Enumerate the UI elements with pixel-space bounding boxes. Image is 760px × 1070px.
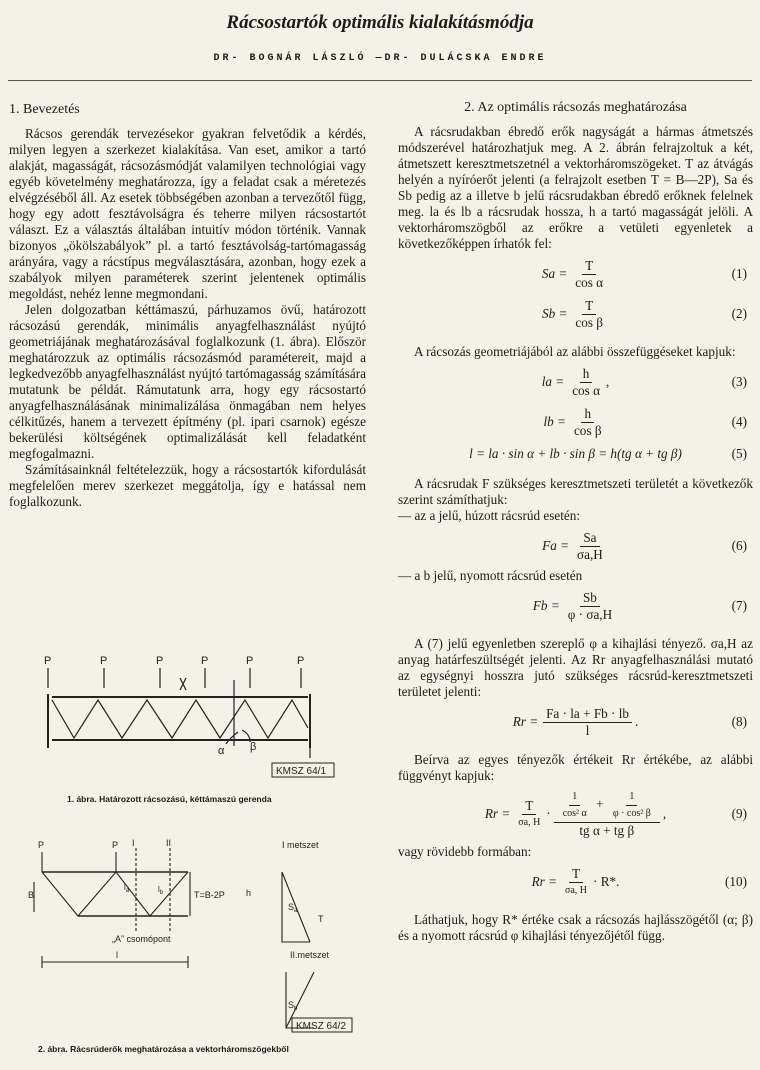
fig2-l-label: l (116, 950, 118, 960)
equation-2: Sb = $\frac{T}{\text{cos β}}$ (2) (542, 297, 747, 330)
right-paragraph-2: A rácsozás geometriájából az alábbi összefüggéseket kapjuk: (414, 344, 736, 359)
fig2-sa-label: S (288, 902, 295, 912)
right-paragraph-5: Beírva az egyes tényezők értékeit Rr értékébe, az alábbi függvényt kapjuk: (398, 752, 753, 783)
equation-9: Rr = $\frac{T}{\sigma a, H}$ · $\frac{1}{\text{cos² α}}$ + $\frac{1}{\text{φ · cos² β}}$ tg α + tg β , (9) (484, 791, 747, 838)
equation-10: Rr = $\frac{T}{\sigma a, H}$ · R*. (10) (531, 865, 747, 896)
right-column (398, 100, 753, 944)
figure-1-stamp: KMSZ 64/1 (276, 766, 327, 777)
intro-paragraph-3: Számításainknál feltételezzük, hogy a rácsostartók kifordulását megfelelően merev szerkezet meggátolja, így e hatással nem foglalkozunk. (9, 462, 366, 509)
equation-4: lb = $\frac{h}{\text{cos β}}$ (4) (543, 405, 747, 438)
figure-1-caption: 1. ábra. Határozott rácsozású, kéttámaszú gerenda (67, 794, 272, 804)
right-paragraph-4: A (7) jelű egyenletben szereplő φ a kihajlási tényező. σa,H az anyag határfeszültségét jelenti. Az Rr anyagfelhasználási mutató az egységnyi hosszra jutó szükséges rácsrúd-keresztmetszeti területet jelenti: (398, 636, 753, 699)
fig2-sa-sub: a (294, 908, 298, 914)
section-1-heading: 1. Bevezetés (9, 102, 80, 117)
load-label: P (297, 655, 305, 667)
svg-text:la (124, 883, 130, 894)
intro-paragraph-2: Jelen dolgozatban kéttámaszú, párhuzamos övű, határozott rácsozású gerendák, minimális anyagfelhasználást nyújtó geometriájának meghatározásával foglalkozunk (1. ábra). Először meghatározzuk az optimális rácsozásmód paramétereit, majd a legkedvezőbb anyagfelhasználást nyújtó tartómagasság számítására mutatunk be példát. Rámutatunk arra, hogy egy rácsostartó anyagfelhasználásának minimalizálása önmagában nem helyes célkitűzés, hanem a tervezett építmény (pl. ipari csarnok) egésze bekerülési költségének optimalizálását kell feladatként megfogalmazni. (9, 302, 366, 461)
load-label: P (246, 655, 254, 667)
alpha-label: α (218, 745, 225, 757)
svg-text:Sa (288, 902, 298, 914)
equation-3: la = $\frac{h}{\text{cos α}}$ , (3) (541, 365, 747, 398)
equation-7: Fb = $\frac{Sb}{\varphi \cdot \sigma a,H}$ (7) (532, 589, 747, 622)
fig2-h-label: h (246, 888, 252, 898)
fig2-p-label: P (112, 840, 119, 850)
load-label: P (44, 655, 52, 667)
load-label: P (201, 655, 209, 667)
section-2-label: II.metszet (290, 950, 330, 960)
svg-text:lb (158, 885, 164, 896)
fig2-i-label: I (132, 838, 135, 848)
fig2-node-label: „A” csomópont (112, 934, 171, 944)
intro-paragraph-1: Rácsos gerendák tervezésekor gyakran felvetődik a kérdés, milyen legyen a szerkezet kialakítása. Van eset, amikor a tartó alakját, magasságát, rácsozásmódját valamilyen technológiai vagy egyéb követelmény meghatározza, így a feladat csak a méretezés elvégzéséből áll. Az esetek többségében azonban a tervezőtől függ, hogy egy adott fesztávolságra és teherre milyen rácsostartót választ. Ez a választás általában intuitív módon történik. Vannak bizonyos „ökölszabályok” pl. a tartó fesztávolság-tartómagasság arányára, vagy a rácstípus megválasztására, azonban, hogy ezek a szabályok milyen paraméterek szerint jelentenek optimális megoldást, nehéz lenne megmondani. (9, 126, 366, 301)
right-paragraph-6: vagy rövidebb formában: (398, 844, 532, 859)
right-paragraph-3: A rácsrudak F szükséges keresztmetszeti területét a következők szerint számíthatjuk: (398, 476, 753, 507)
equation-8: Rr = $\frac{Fa \cdot la + Fb \cdot lb}{l}$ . (8) (512, 705, 747, 738)
equation-6: Fa = $\frac{Sa}{\sigma a,H}$ (6) (542, 529, 747, 562)
right-paragraph-3a: — az a jelű, húzott rácsrúd esetén: (398, 508, 580, 523)
right-paragraph-1: A rácsrudakban ébredő erők nagyságát a hármas átmetszés módszerével határozhatjuk meg. A 2. ábrán felrajzoltuk a két, átmetszett keresztmetszetnél a vektorháromszögeket. T az átvágás helyén a nyíróerőt jelenti (a felrajzolt esetben T = B—2P), Sa és Sb pedig az a illetve b jelű rácsrudakban ébredő erőknek felelnek meg. la és lb a rácsrudak hossza, h a tartó magasságát jelöli. A vektorháromszögből az erőkre a vetületi egyenletek a következőképpen írhatók fel: (398, 124, 753, 251)
beta-label: β (250, 741, 257, 753)
fig2-t-label: T=B-2P (194, 890, 225, 900)
figure-2-caption: 2. ábra. Rácsrúderők meghatározása a vektorháromszögekből (38, 1044, 289, 1054)
equation-5: l = la · sin α + lb · sin β = h(tg α + tg β) (5) (469, 446, 747, 461)
authors: DR- BOGNÁR LÁSZLÓ —DR- DULÁCSKA ENDRE (213, 53, 547, 64)
fig2-la-sub: a (125, 888, 130, 894)
fig2-b-label: B (28, 890, 35, 900)
section-2-heading: 2. Az optimális rácsozás meghatározása (464, 100, 687, 115)
load-label: P (156, 655, 164, 667)
fig2-sb-sub: b (294, 1006, 298, 1012)
fig2-ii-label: II (166, 838, 172, 848)
svg-text:Sb (288, 1000, 298, 1012)
fig2-lb-label: l (158, 885, 160, 894)
figure-2-stamp: KMSZ 64/2 (296, 1021, 347, 1032)
fig2-p-label: P (38, 840, 45, 850)
header-rule (8, 80, 752, 81)
left-column (9, 102, 366, 510)
fig2-la-label: l (124, 883, 126, 892)
paper-title: Rácsostartók optimális kialakításmódja (226, 12, 534, 33)
right-paragraph-3b: — a b jelű, nyomott rácsrúd esetén (398, 568, 583, 583)
fig2-lb-sub: b (159, 890, 164, 896)
right-paragraph-7: Láthatjuk, hogy R* értéke csak a rácsozás hajlásszögétől (α; β) és a nyomott rácsrúd φ kihajlási tényezőjétől függ. (398, 912, 753, 943)
fig2-sb-label: S (288, 1000, 295, 1010)
fig2-t-vector-label: T (318, 914, 324, 924)
load-label: P (100, 655, 108, 667)
figure-2-force-diagram (20, 832, 365, 1038)
figure-1-truss (10, 650, 355, 785)
section-1-label: I metszet (282, 840, 319, 850)
equation-1: Sa = $\frac{T}{\text{cos α}}$ (1) (541, 257, 747, 290)
